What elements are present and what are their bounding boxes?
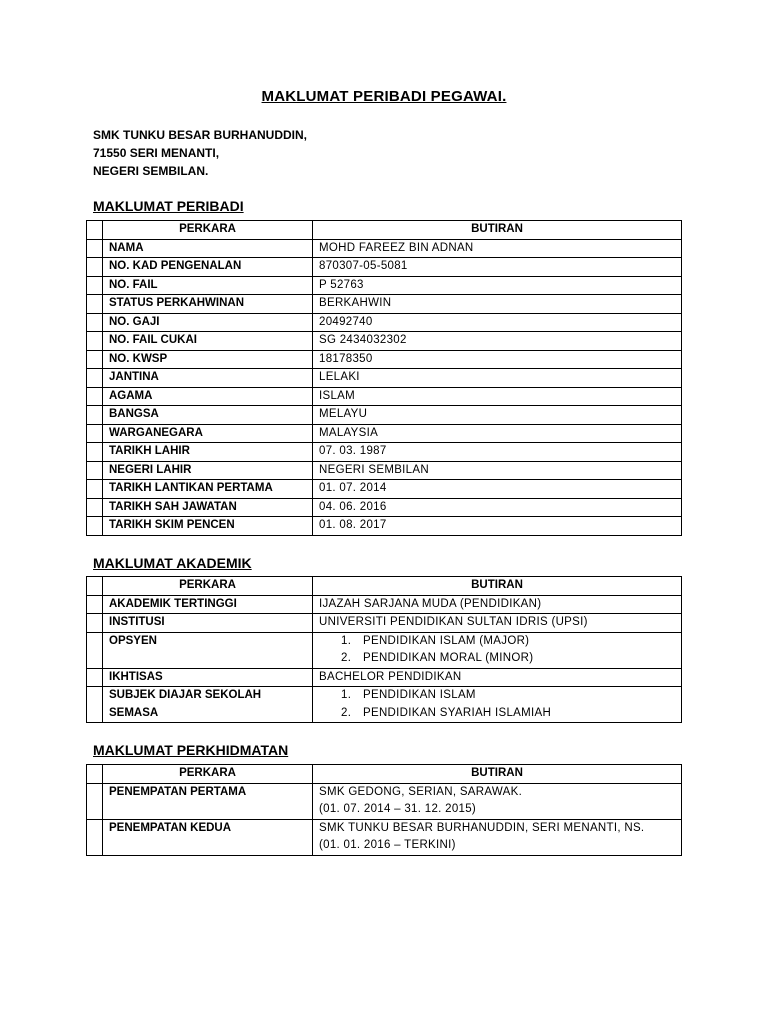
school-address [93, 126, 307, 180]
address-line: 71550 SERI MENANTI, [93, 146, 220, 160]
column-header-butiran: BUTIRAN [313, 577, 682, 596]
table-row [87, 313, 682, 332]
table-row [87, 406, 682, 425]
row-value: 07. 03. 1987 [313, 443, 682, 462]
row-value: 04. 06. 2016 [313, 498, 682, 517]
row-key: TARIKH LAHIR [103, 443, 313, 462]
table-header-row [87, 765, 682, 784]
list-item: 2. PENDIDIKAN MORAL (MINOR) [341, 652, 534, 664]
table-row [87, 498, 682, 517]
row-key: WARGANEGARA [103, 424, 313, 443]
row-value: ISLAM [313, 387, 682, 406]
section-heading-peribadi: MAKLUMAT PERIBADI [93, 198, 244, 214]
row-key: IKHTISAS [103, 668, 313, 687]
row-value: BERKAHWIN [313, 295, 682, 314]
table-row [87, 480, 682, 499]
row-value: MOHD FAREEZ BIN ADNAN [313, 239, 682, 258]
row-key: INSTITUSI [103, 614, 313, 633]
row-value: SG 2434032302 [313, 332, 682, 351]
row-key: TARIKH SAH JAWATAN [103, 498, 313, 517]
row-key: NO. GAJI [103, 313, 313, 332]
row-key: TARIKH SKIM PENCEN [103, 517, 313, 536]
row-value: MALAYSIA [313, 424, 682, 443]
page-title: MAKLUMAT PERIBADI PEGAWAI. [261, 88, 507, 105]
row-key: BANGSA [103, 406, 313, 425]
row-key: PENEMPATAN KEDUA [103, 819, 313, 855]
row-value: UNIVERSITI PENDIDIKAN SULTAN IDRIS (UPSI) [313, 614, 682, 633]
column-header-butiran: BUTIRAN [313, 765, 682, 784]
row-key: PENEMPATAN PERTAMA [103, 783, 313, 819]
row-value: SMK TUNKU BESAR BURHANUDDIN, SERI MENANTI, NS. (01. 01. 2016 – TERKINI) [313, 819, 682, 855]
list-item: 1. PENDIDIKAN ISLAM [341, 689, 476, 701]
row-value-list [313, 632, 682, 668]
list-item: 2. PENDIDIKAN SYARIAH ISLAMIAH [341, 706, 552, 719]
row-key: NO. KAD PENGENALAN [103, 258, 313, 277]
index-header [87, 221, 103, 240]
table-row [87, 687, 682, 723]
row-key: AKADEMIK TERTINGGI [103, 595, 313, 614]
row-value: LELAKI [313, 369, 682, 388]
row-value: 18178350 [313, 350, 682, 369]
row-key: STATUS PERKAHWINAN [103, 295, 313, 314]
address-line: NEGERI SEMBILAN. [93, 164, 209, 178]
table-row [87, 276, 682, 295]
column-header-perkara: PERKARA [103, 765, 313, 784]
table-row [87, 614, 682, 633]
row-value: 870307-05-5081 [313, 258, 682, 277]
table-row [87, 443, 682, 462]
table-row [87, 819, 682, 855]
column-header-perkara: PERKARA [103, 221, 313, 240]
row-key: NO. FAIL [103, 276, 313, 295]
table-row [87, 424, 682, 443]
row-key: SUBJEK DIAJAR SEKOLAH SEMASA [103, 687, 313, 723]
list-item: 1. PENDIDIKAN ISLAM (MAJOR) [341, 634, 530, 647]
table-row [87, 239, 682, 258]
table-row [87, 595, 682, 614]
table-row [87, 369, 682, 388]
column-header-butiran: BUTIRAN [313, 221, 682, 240]
table-row [87, 258, 682, 277]
row-value: IJAZAH SARJANA MUDA (PENDIDIKAN) [313, 595, 682, 614]
service-info-table [86, 764, 682, 856]
row-value: 01. 07. 2014 [313, 480, 682, 499]
section-heading-akademik: MAKLUMAT AKADEMIK [93, 555, 252, 571]
row-key: AGAMA [103, 387, 313, 406]
table-row [87, 350, 682, 369]
personal-info-table [86, 220, 682, 536]
index-header [87, 765, 103, 784]
table-row [87, 668, 682, 687]
table-row [87, 387, 682, 406]
row-key: NAMA [103, 239, 313, 258]
row-value: 20492740 [313, 313, 682, 332]
address-line: SMK TUNKU BESAR BURHANUDDIN, [93, 128, 307, 142]
index-header [87, 577, 103, 596]
row-key: TARIKH LANTIKAN PERTAMA [103, 480, 313, 499]
row-key: JANTINA [103, 369, 313, 388]
academic-info-table [86, 576, 682, 723]
row-value: NEGERI SEMBILAN [313, 461, 682, 480]
table-row [87, 517, 682, 536]
row-value: SMK GEDONG, SERIAN, SARAWAK. (01. 07. 2014 – 31. 12. 2015) [313, 783, 682, 819]
table-row [87, 461, 682, 480]
row-key: NO. FAIL CUKAI [103, 332, 313, 351]
row-value-list [313, 687, 682, 723]
table-row [87, 295, 682, 314]
row-key: NEGERI LAHIR [103, 461, 313, 480]
row-value: P 52763 [313, 276, 682, 295]
section-heading-perkhidmatan: MAKLUMAT PERKHIDMATAN [93, 742, 289, 758]
column-header-perkara: PERKARA [103, 577, 313, 596]
row-value: MELAYU [313, 406, 682, 425]
table-row [87, 332, 682, 351]
row-value: 01. 08. 2017 [313, 517, 682, 536]
table-header-row [87, 577, 682, 596]
table-header-row [87, 221, 682, 240]
table-row [87, 783, 682, 819]
row-key: OPSYEN [103, 632, 313, 668]
row-key: NO. KWSP [103, 350, 313, 369]
row-value: BACHELOR PENDIDIKAN [313, 668, 682, 687]
table-row [87, 632, 682, 668]
